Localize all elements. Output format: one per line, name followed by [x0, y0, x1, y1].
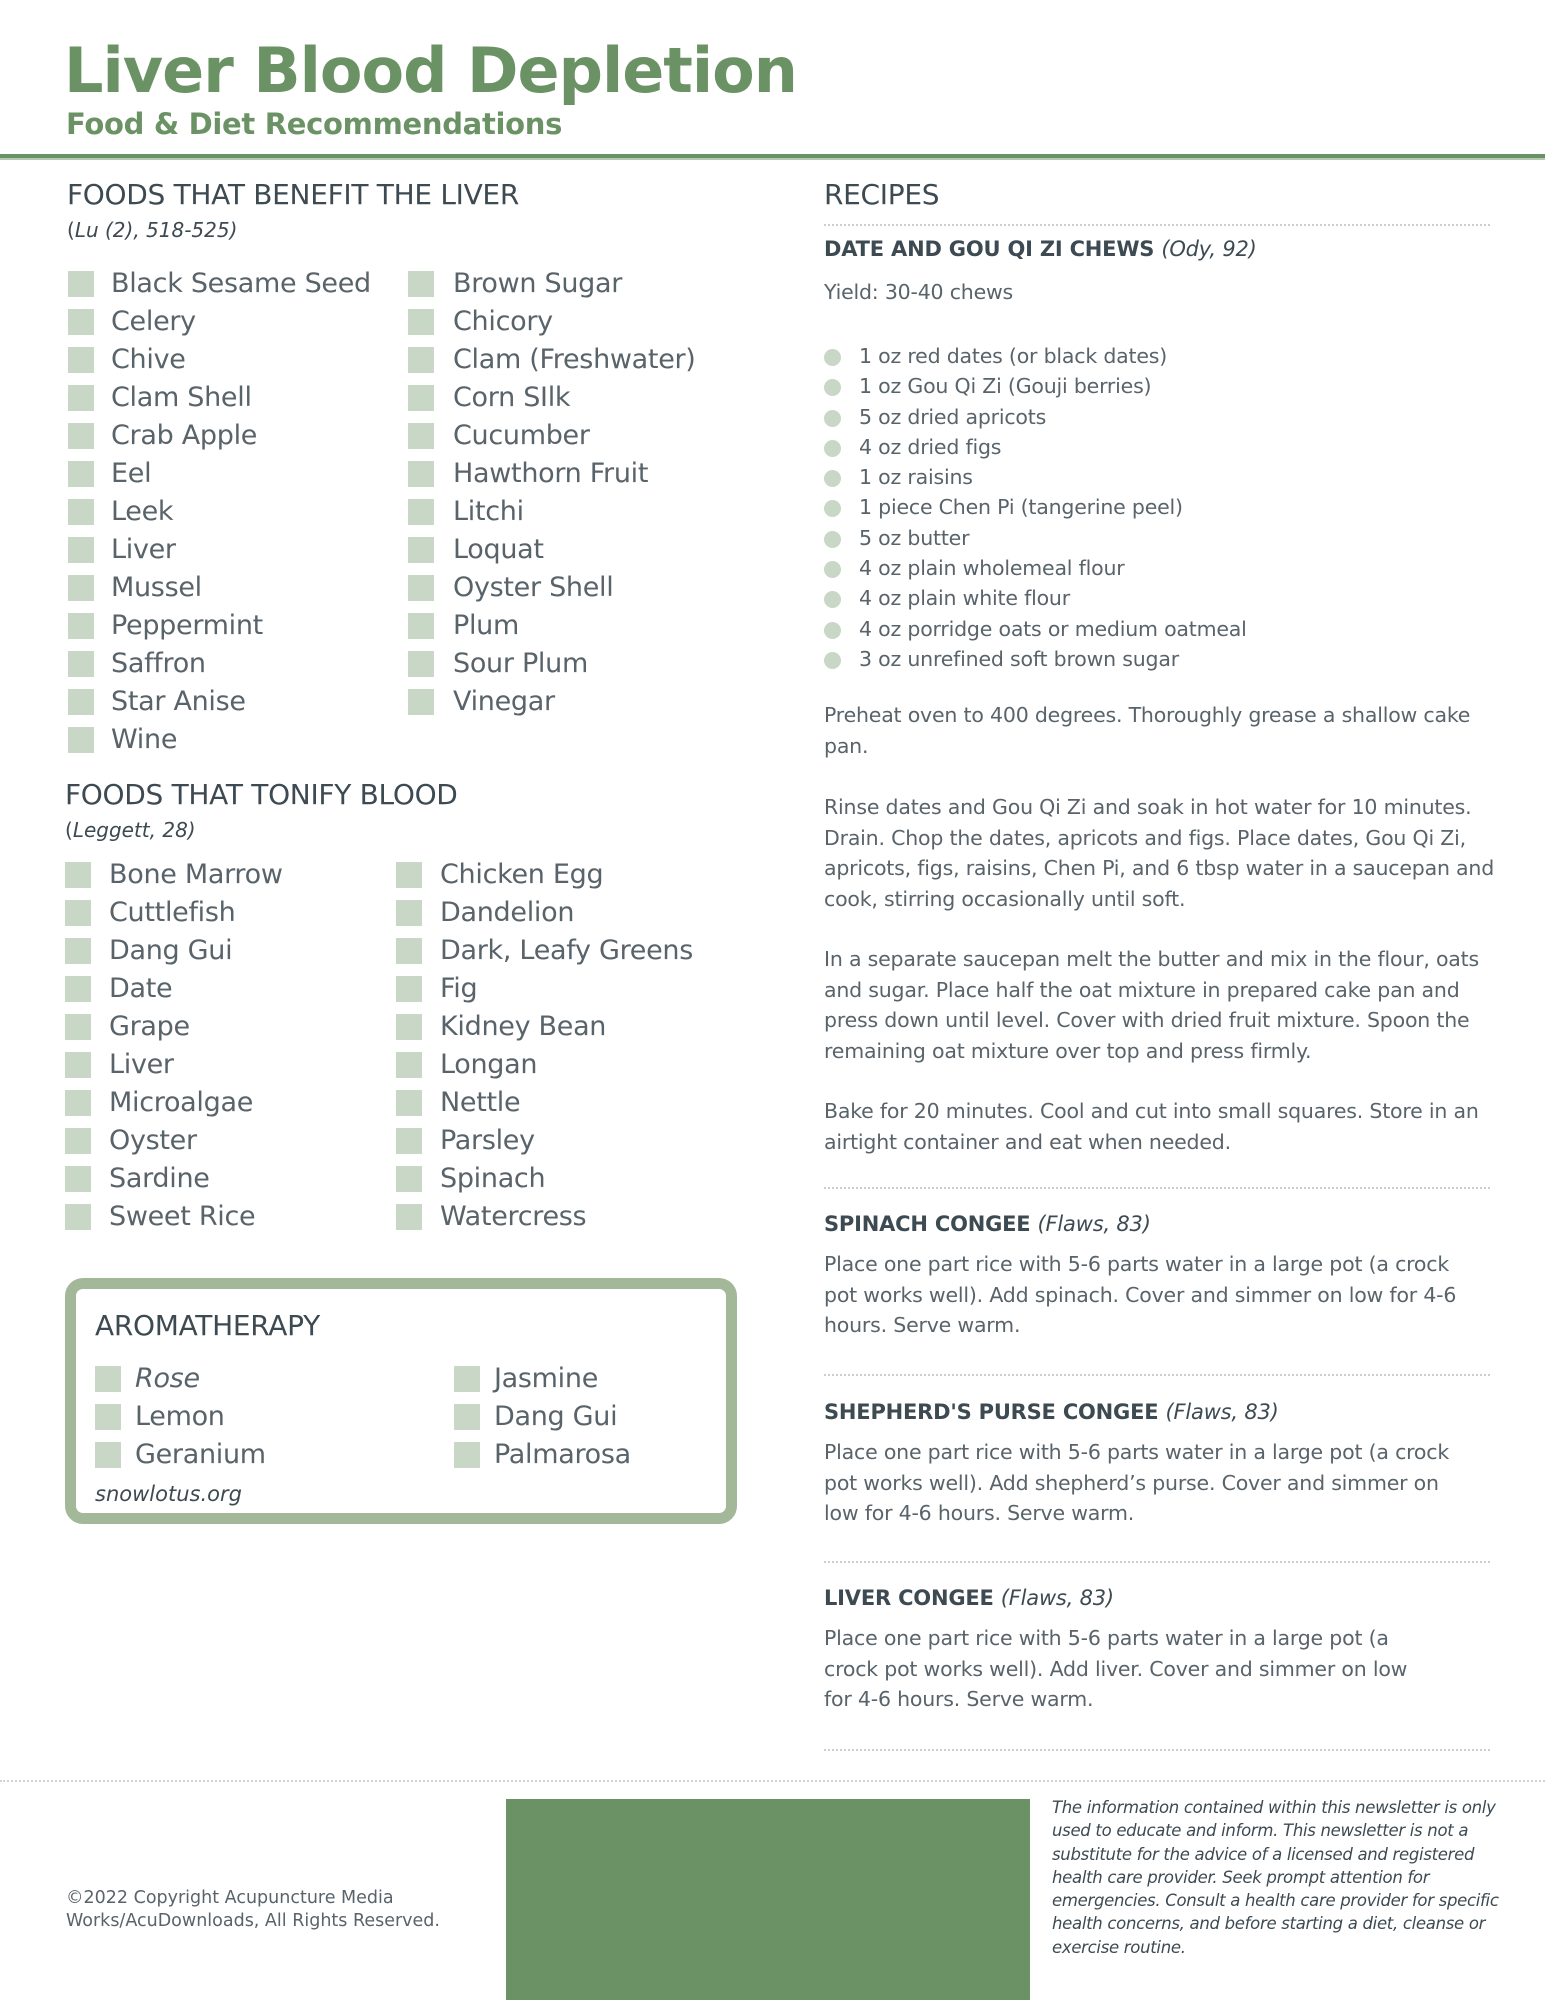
list-item[interactable] — [396, 856, 756, 894]
checkbox-icon[interactable] — [65, 1014, 91, 1040]
bullet-icon — [824, 561, 841, 578]
checkbox-icon[interactable] — [65, 1166, 91, 1192]
recipes-heading: RECIPES — [824, 178, 940, 211]
item-label: Dark, Leafy Greens — [440, 935, 693, 966]
item-label: Sweet Rice — [109, 1201, 256, 1232]
list-item[interactable] — [408, 531, 748, 569]
item-label: Palmarosa — [494, 1439, 631, 1470]
list-item[interactable] — [454, 1436, 724, 1474]
copyright-text: ©2022 Copyright Acupuncture Media Works/AcuDownloads, All Rights Reserved. — [66, 1888, 440, 1931]
recipe-name: LIVER CONGEE — [824, 1586, 994, 1610]
blood-foods-heading: FOODS THAT TONIFY BLOOD — [65, 778, 458, 811]
item-label: Dang Gui — [109, 935, 233, 966]
ingredient-list — [824, 341, 1424, 674]
item-label: Dandelion — [440, 897, 575, 928]
list-item[interactable] — [408, 417, 748, 455]
checkbox-icon[interactable] — [65, 862, 91, 888]
checkbox-icon[interactable] — [396, 1090, 422, 1116]
ingredient-label: 1 oz Gou Qi Zi (Gouji berries) — [859, 374, 1152, 399]
liver-foods-citation — [67, 217, 237, 243]
ingredient-label: 3 oz unrefined soft brown sugar — [859, 646, 1179, 671]
checkbox-icon[interactable] — [95, 1366, 121, 1392]
list-item[interactable] — [68, 341, 388, 379]
recipe-body: Place one part rice with 5-6 parts water in a large pot (a crock pot works well). Add spinach. Cover and simmer on low for 4-6 hours. Serve warm. — [824, 1252, 1457, 1337]
recipe-title — [824, 1584, 1114, 1612]
item-label: Spinach — [440, 1163, 546, 1194]
item-label: Chicken Egg — [440, 859, 604, 890]
item-label: Fig — [440, 973, 478, 1004]
recipe-step: In a separate saucepan melt the butter and mix in the flour, oats and sugar. Place half the oat mixture in prepared cake pan and press down until level. Cover with dried fruit mixture. Spoon the remaining oat mixture over top and press firmly. — [824, 947, 1479, 1063]
ingredient-label: 4 oz plain wholemeal flour — [859, 556, 1125, 581]
citation-text: Lu (2), 518-525) — [74, 218, 238, 242]
item-label: Longan — [440, 1049, 538, 1080]
recipe-title — [824, 1398, 1279, 1426]
list-item[interactable] — [396, 970, 756, 1008]
list-item[interactable] — [408, 493, 748, 531]
checkbox-icon[interactable] — [65, 1052, 91, 1078]
list-item[interactable] — [65, 894, 385, 932]
checkbox-icon[interactable] — [396, 900, 422, 926]
list-item[interactable] — [454, 1360, 724, 1398]
recipe-step: Rinse dates and Gou Qi Zi and soak in hot water for 10 minutes. Drain. Chop the dates, apricots and figs. Place dates, Gou Qi Zi, apricots, figs, raisins, Chen Pi, and 6 tbsp water in a saucepan and cook, stirring occasionally until soft. — [824, 795, 1495, 911]
recipe-divider — [824, 1561, 1490, 1563]
ingredient-label: 4 oz porridge oats or medium oatmeal — [859, 616, 1247, 641]
item-label: Sour Plum — [453, 648, 588, 679]
list-item[interactable] — [408, 341, 748, 379]
checkbox-icon[interactable] — [68, 651, 94, 677]
checkbox-icon[interactable] — [408, 537, 434, 563]
checkbox-icon[interactable] — [68, 385, 94, 411]
item-label: Black Sesame Seed — [111, 268, 371, 299]
ingredient-item — [824, 492, 1424, 522]
list-item[interactable] — [65, 1084, 385, 1122]
item-label: Chive — [111, 344, 186, 375]
recipe-source: (Ody, 92) — [1161, 237, 1257, 261]
item-label: Microalgae — [109, 1087, 254, 1118]
list-item[interactable] — [95, 1398, 425, 1436]
list-item[interactable] — [408, 303, 748, 341]
item-label: Corn SIlk — [453, 382, 571, 413]
bullet-icon — [824, 591, 841, 608]
checkbox-icon[interactable] — [408, 613, 434, 639]
checkbox-icon[interactable] — [65, 1090, 91, 1116]
list-item[interactable] — [454, 1398, 724, 1436]
citation-text: Leggett, 28) — [72, 818, 196, 842]
list-item[interactable] — [408, 569, 748, 607]
ingredient-item — [824, 523, 1424, 553]
ingredient-label: 5 oz dried apricots — [859, 404, 1047, 429]
item-label: Rose — [135, 1363, 200, 1394]
checkbox-icon[interactable] — [68, 461, 94, 487]
aromatherapy-box — [65, 1278, 737, 1524]
list-item[interactable] — [396, 1198, 756, 1236]
checkbox-icon[interactable] — [396, 1052, 422, 1078]
recipe-divider — [824, 1187, 1490, 1189]
list-item[interactable] — [68, 683, 388, 721]
list-item[interactable] — [65, 970, 385, 1008]
checkbox-icon[interactable] — [396, 1014, 422, 1040]
liver-foods-column-2 — [408, 265, 748, 721]
checkbox-icon[interactable] — [454, 1366, 480, 1392]
checkbox-icon[interactable] — [396, 862, 422, 888]
page-subtitle: Food & Diet Recommendations — [66, 107, 563, 141]
list-item[interactable] — [68, 607, 388, 645]
checkbox-icon[interactable] — [396, 938, 422, 964]
item-label: Date — [109, 973, 173, 1004]
checkbox-icon[interactable] — [95, 1442, 121, 1468]
item-label: Dang Gui — [494, 1401, 618, 1432]
list-item[interactable] — [65, 1198, 385, 1236]
item-label: Parsley — [440, 1125, 535, 1156]
item-label: Clam (Freshwater) — [453, 344, 696, 375]
recipe-title — [824, 1210, 1151, 1238]
bullet-icon — [824, 410, 841, 427]
ingredient-item — [824, 341, 1424, 371]
checkbox-icon[interactable] — [68, 575, 94, 601]
recipe-source: (Flaws, 83) — [1037, 1212, 1151, 1236]
item-label: Brown Sugar — [453, 268, 623, 299]
list-item[interactable] — [68, 455, 388, 493]
item-label: Jasmine — [494, 1363, 599, 1394]
list-item[interactable] — [408, 265, 748, 303]
list-item[interactable] — [396, 932, 756, 970]
checkbox-icon[interactable] — [408, 385, 434, 411]
list-item[interactable] — [68, 417, 388, 455]
item-label: Cucumber — [453, 420, 590, 451]
liver-foods-column-1 — [68, 265, 388, 759]
item-label: Grape — [109, 1011, 190, 1042]
list-item[interactable] — [408, 379, 748, 417]
item-label: Lemon — [135, 1401, 225, 1432]
list-item[interactable] — [408, 455, 748, 493]
item-label: Oyster Shell — [453, 572, 614, 603]
citation-paren: ( — [65, 818, 73, 842]
list-item[interactable] — [396, 1122, 756, 1160]
checkbox-icon[interactable] — [68, 689, 94, 715]
list-item[interactable] — [95, 1436, 425, 1474]
checkbox-icon[interactable] — [65, 976, 91, 1002]
footer-divider — [0, 1780, 1545, 1782]
bullet-icon — [824, 470, 841, 487]
item-label: Cuttlefish — [109, 897, 236, 928]
item-label: Oyster — [109, 1125, 197, 1156]
ingredient-label: 4 oz plain white flour — [859, 586, 1070, 611]
bullet-icon — [824, 440, 841, 457]
list-item[interactable] — [68, 493, 388, 531]
list-item[interactable] — [65, 1046, 385, 1084]
list-item[interactable] — [95, 1360, 425, 1398]
checkbox-icon[interactable] — [95, 1404, 121, 1430]
checkbox-icon[interactable] — [454, 1404, 480, 1430]
item-label: Leek — [111, 496, 174, 527]
ingredient-label: 1 oz raisins — [859, 465, 973, 490]
list-item[interactable] — [68, 379, 388, 417]
list-item[interactable] — [65, 1160, 385, 1198]
checkbox-icon[interactable] — [454, 1442, 480, 1468]
checkbox-icon[interactable] — [408, 499, 434, 525]
list-item[interactable] — [68, 569, 388, 607]
list-item[interactable] — [68, 721, 388, 759]
bullet-icon — [824, 622, 841, 639]
recipe-body: Place one part rice with 5-6 parts water in a large pot (a crock pot works well). Add liver. Cover and simmer on low for 4-6 hours. Serve warm. — [824, 1626, 1408, 1711]
checkbox-icon[interactable] — [396, 1204, 422, 1230]
recipe-body: Place one part rice with 5-6 parts water in a large pot (a crock pot works well). Add shepherd’s purse. Cover and simmer on low for 4-6 hours. Serve warm. — [824, 1440, 1450, 1525]
checkbox-icon[interactable] — [68, 499, 94, 525]
ingredient-label: 4 oz dried figs — [859, 434, 1002, 459]
bullet-icon — [824, 652, 841, 669]
checkbox-icon[interactable] — [396, 1128, 422, 1154]
list-item[interactable] — [396, 894, 756, 932]
item-label: Liver — [109, 1049, 174, 1080]
list-item[interactable] — [408, 645, 748, 683]
item-label: Hawthorn Fruit — [453, 458, 649, 489]
checkbox-icon[interactable] — [408, 271, 434, 297]
item-label: Litchi — [453, 496, 524, 527]
checkbox-icon[interactable] — [68, 271, 94, 297]
list-item[interactable] — [68, 265, 388, 303]
checkbox-icon[interactable] — [396, 976, 422, 1002]
item-label: Mussel — [111, 572, 202, 603]
item-label: Sardine — [109, 1163, 210, 1194]
website-link[interactable]: snowlotus.org — [95, 1482, 242, 1506]
recipe-step: Preheat oven to 400 degrees. Thoroughly grease a shallow cake pan. — [824, 703, 1471, 758]
ingredient-label: 5 oz butter — [859, 525, 970, 550]
ingredient-label: 1 piece Chen Pi (tangerine peel) — [859, 495, 1183, 520]
checkbox-icon[interactable] — [68, 537, 94, 563]
list-item[interactable] — [68, 531, 388, 569]
item-label: Nettle — [440, 1087, 521, 1118]
checkbox-icon[interactable] — [68, 309, 94, 335]
recipe-divider — [824, 1374, 1490, 1376]
ingredient-item — [824, 432, 1424, 462]
ingredient-label: 1 oz red dates (or black dates) — [859, 344, 1168, 368]
checkbox-icon[interactable] — [408, 347, 434, 373]
checkbox-icon[interactable] — [408, 575, 434, 601]
item-label: Saffron — [111, 648, 206, 679]
list-item[interactable] — [68, 645, 388, 683]
checkbox-icon[interactable] — [68, 613, 94, 639]
bullet-icon — [824, 349, 841, 366]
aromatherapy-column-2 — [454, 1360, 724, 1474]
ingredient-item — [824, 371, 1424, 401]
ingredient-item — [824, 553, 1424, 583]
citation-paren: ( — [67, 218, 75, 242]
disclaimer-text: The information contained within this newsletter is only used to educate and inform. This newsletter is not a substitute for the advice of a licensed and registered health care provider. Seek prompt attention for emergencies. Consult a health care provider for specific health concerns, and before starting a diet, cleanse or exercise routine. — [1052, 1798, 1499, 1957]
list-item[interactable] — [396, 1046, 756, 1084]
list-item[interactable] — [65, 1008, 385, 1046]
recipe-yield: Yield: 30-40 chews — [824, 280, 1014, 304]
checkbox-icon[interactable] — [408, 461, 434, 487]
list-item[interactable] — [408, 683, 748, 721]
recipe-title — [824, 235, 1257, 263]
ingredient-item — [824, 402, 1424, 432]
page-title: Liver Blood Depletion — [64, 34, 797, 107]
item-label: Bone Marrow — [109, 859, 283, 890]
ingredient-item — [824, 644, 1424, 674]
recipe-divider — [824, 1749, 1490, 1751]
recipe-name: SHEPHERD'S PURSE CONGEE — [824, 1400, 1159, 1424]
checkbox-icon[interactable] — [68, 423, 94, 449]
item-label: Watercress — [440, 1201, 587, 1232]
header-divider-light — [0, 158, 1545, 160]
recipe-name: DATE AND GOU QI ZI CHEWS — [824, 237, 1155, 261]
blood-foods-citation — [65, 817, 196, 843]
item-label: Clam Shell — [111, 382, 252, 413]
item-label: Liver — [111, 534, 176, 565]
ingredient-item — [824, 462, 1424, 492]
ingredient-item — [824, 583, 1424, 613]
list-item[interactable] — [396, 1084, 756, 1122]
checkbox-icon[interactable] — [408, 651, 434, 677]
list-item[interactable] — [68, 303, 388, 341]
recipe-name: SPINACH CONGEE — [824, 1212, 1031, 1236]
list-item[interactable] — [65, 932, 385, 970]
checkbox-icon[interactable] — [65, 900, 91, 926]
bullet-icon — [824, 500, 841, 517]
checkbox-icon[interactable] — [408, 689, 434, 715]
item-label: Wine — [111, 724, 178, 755]
item-label: Geranium — [135, 1439, 266, 1470]
aromatherapy-heading: AROMATHERAPY — [95, 1309, 320, 1342]
list-item[interactable] — [396, 1160, 756, 1198]
list-item[interactable] — [65, 1122, 385, 1160]
item-label: Chicory — [453, 306, 553, 337]
blood-foods-column-1 — [65, 856, 385, 1236]
list-item[interactable] — [65, 856, 385, 894]
footer-color-block — [506, 1799, 1030, 2000]
checkbox-icon[interactable] — [408, 423, 434, 449]
checkbox-icon[interactable] — [65, 1128, 91, 1154]
item-label: Celery — [111, 306, 196, 337]
item-label: Vinegar — [453, 686, 555, 717]
item-label: Loquat — [453, 534, 544, 565]
checkbox-icon[interactable] — [65, 1204, 91, 1230]
checkbox-icon[interactable] — [65, 938, 91, 964]
ingredient-item — [824, 614, 1424, 644]
checkbox-icon[interactable] — [68, 347, 94, 373]
checkbox-icon[interactable] — [396, 1166, 422, 1192]
item-label: Plum — [453, 610, 519, 641]
recipe-step: Bake for 20 minutes. Cool and cut into small squares. Store in an airtight container and eat when needed. — [824, 1099, 1479, 1154]
recipe-source: (Flaws, 83) — [1165, 1400, 1279, 1424]
item-label: Crab Apple — [111, 420, 258, 451]
recipe-divider — [824, 224, 1490, 226]
recipe-source: (Flaws, 83) — [1000, 1586, 1114, 1610]
bullet-icon — [824, 531, 841, 548]
blood-foods-column-2 — [396, 856, 756, 1236]
item-label: Star Anise — [111, 686, 246, 717]
item-label: Kidney Bean — [440, 1011, 607, 1042]
checkbox-icon[interactable] — [408, 309, 434, 335]
bullet-icon — [824, 379, 841, 396]
item-label: Peppermint — [111, 610, 263, 641]
liver-foods-heading: FOODS THAT BENEFIT THE LIVER — [67, 178, 519, 211]
list-item[interactable] — [408, 607, 748, 645]
list-item[interactable] — [396, 1008, 756, 1046]
item-label: Eel — [111, 458, 152, 489]
checkbox-icon[interactable] — [68, 727, 94, 753]
aromatherapy-column-1 — [95, 1360, 425, 1474]
